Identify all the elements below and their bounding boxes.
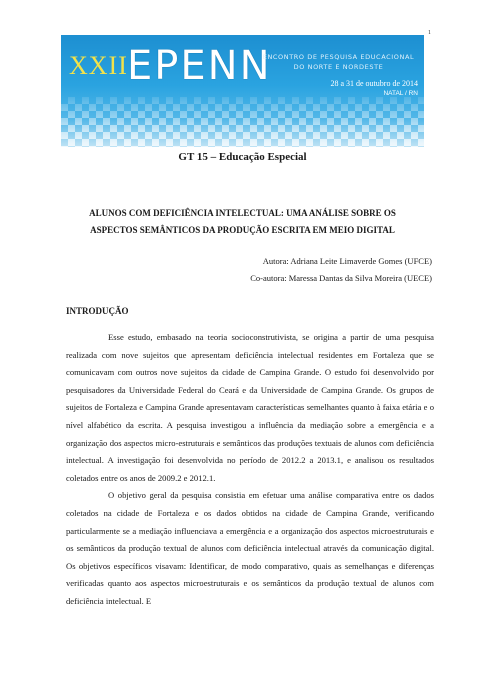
banner-edition: XXII xyxy=(69,51,128,80)
paper-title xyxy=(61,205,424,239)
paragraph: Esse estudo, embasado na teoria socioconstrutivista, se origina a partir de uma pesquisa realizada com nove sujeitos que apresentam deficiência intelectual residentes em Fortaleza que se comunicavam com outros nove sujeitos da cidade de Campina Grande. O estudo foi desenvolvido por pesquisadores da Universidade Federal do Ceará e da Universidade de Campina Grande. Os grupos de sujeitos de Fortaleza e Campina Grande apresentavam características semelhantes quanto à faixa etária e o nível alfabético da escrita. A pesquisa investigou a influência da mediação sobre a emergência e a organização dos aspectos micro-estruturais e semânticos das produções textuais de alunos com deficiência intelectual. A investigação foi desenvolvida no período de 2012.2 a 2013.1, e analisou os resultados coletados entre os anos de 2009.2 e 2012.1. xyxy=(66,332,434,483)
coauthor-line: Co-autora: Maressa Dantas da Silva Moreira (UECE) xyxy=(250,273,432,283)
page-mark: 1 xyxy=(428,30,431,36)
paragraph: O objetivo geral da pesquisa consistia em efetuar uma análise comparativa entre os dados coletados na cidade de Fortaleza e os dados obtidos na cidade de Campina Grande, verificando particularmente se a mediação influenciava a emergência e a organização dos aspectos microestruturais e os semânticos da produção textual de alunos com deficiência intelectual através da comunicação digital. Os objetivos específicos visavam: Identificar, de modo comparativo, quais as semelhanças e diferenças verificadas quanto aos aspectos microestruturais e os semânticos da produção textual de alunos com deficiência intelectual. E xyxy=(66,490,434,606)
working-group-heading: GT 15 – Educação Especial xyxy=(178,151,307,163)
body-text xyxy=(66,329,434,611)
banner-dates: 28 a 31 de outubro de 2014 xyxy=(330,79,418,88)
paper-title-line: ALUNOS COM DEFICIÊNCIA INTELECTUAL: UMA ANÁLISE SOBRE OS xyxy=(89,208,396,218)
paper-title-line: ASPECTOS SEMÂNTICOS DA PRODUÇÃO ESCRITA EM MEIO DIGITAL xyxy=(90,225,395,235)
banner-checker-pattern xyxy=(61,97,424,147)
conference-banner xyxy=(61,35,424,147)
author-line: Autora: Adriana Leite Limaverde Gomes (UFCE) xyxy=(262,256,432,266)
section-heading: INTRODUÇÃO xyxy=(66,306,129,316)
banner-place: NATAL / RN xyxy=(383,90,418,97)
banner-logo-text: EPENN xyxy=(127,43,272,89)
banner-subtitle-line2: DO NORTE E NORDESTE xyxy=(293,63,384,71)
banner-subtitle-line1: ENCONTRO DE PESQUISA EDUCACIONAL xyxy=(262,53,415,61)
